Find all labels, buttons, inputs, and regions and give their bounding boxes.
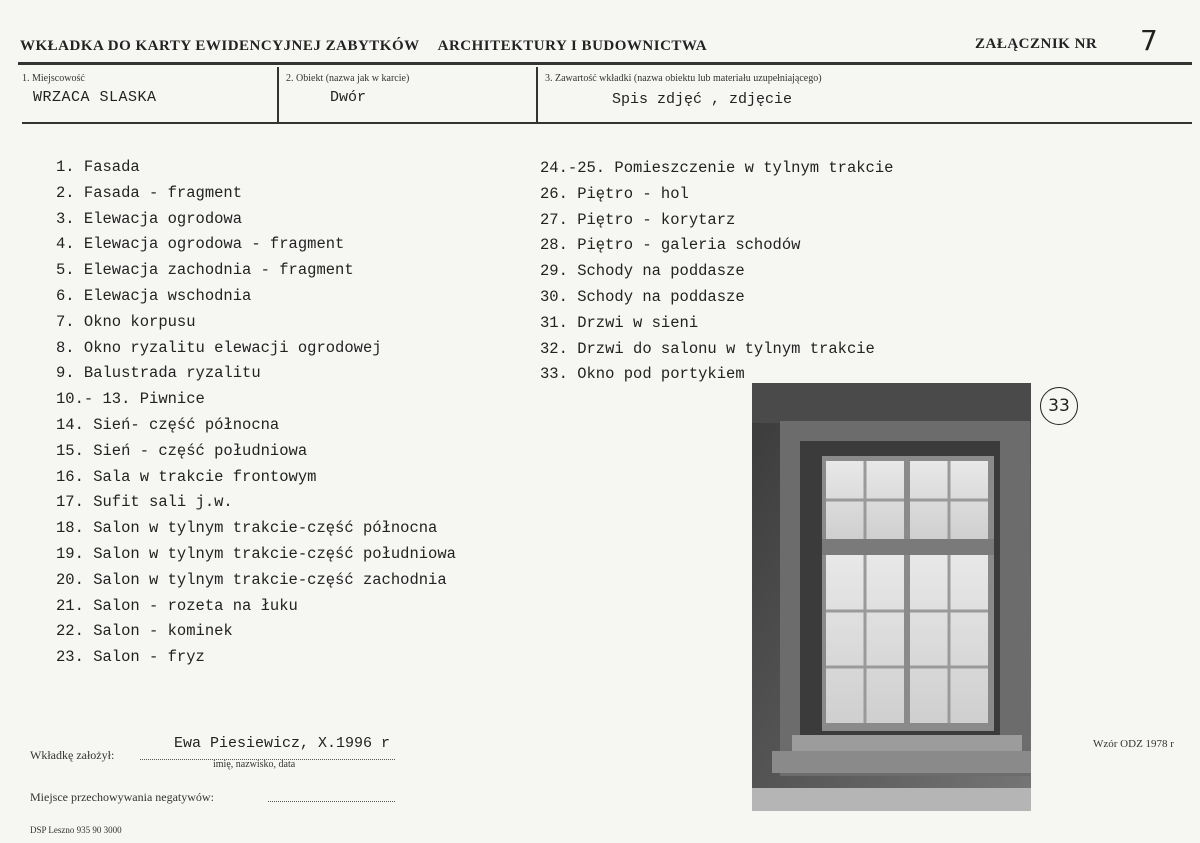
field-divider-1 [277,67,279,122]
photo-list-item: 22. Salon - kominek [56,622,233,641]
object-label: 2. Obiekt (nazwa jak w karcie) [286,73,410,84]
photo-list-item: 8. Okno ryzalitu elewacji ogrodowej [56,338,382,357]
form-title [20,38,707,55]
photo-list-item: 15. Sień - część południowa [56,441,308,460]
photo-list-item: 4. Elewacja ogrodowa - fragment [56,235,345,254]
photo-list-item: 28. Piętro - galeria schodów [540,236,801,255]
photo-list-item: 21. Salon - rozeta na łuku [56,596,298,615]
photo-list-item: 16. Sala w trakcie frontowym [56,467,317,486]
form-title-part2: ARCHITEKTURY I BUDOWNICTWA [437,38,708,54]
photo-list-item: 14. Sień- część północna [56,415,280,434]
print-code: DSP Leszno 935 90 3000 [30,825,122,835]
storage-label: Miejsce przechowywania negatywów: [30,790,214,804]
photo-list-item: 1. Fasada [56,158,140,176]
photo-list-item: 27. Piętro - korytarz [540,210,736,229]
photo-list-item: 3. Elewacja ogrodowa [56,209,243,228]
author-label: Wkładkę założył: [30,748,115,762]
form-code: Wzór ODZ 1978 r [1093,738,1174,750]
photo-list-item: 33. Okno pod portykiem [540,365,745,384]
photo-number-badge: 33 [1040,387,1078,425]
object-value: Dwór [330,89,367,106]
storage-dotted-line [268,801,395,802]
photo-list-item: 24.-25. Pomieszczenie w tylnym trakcie [540,159,894,177]
photo-list-item: 17. Sufit sali j.w. [56,493,233,512]
photo-list-item: 6. Elewacja wschodnia [56,286,252,305]
photo-list-item: 29. Schody na poddasze [540,262,745,281]
contents-label: 3. Zawartość wkładki (nazwa obiektu lub materiału uzupełniającego) [545,73,822,84]
photo-list-item: 32. Drzwi do salonu w tylnym trakcie [540,339,875,358]
window-photo-image [752,383,1031,811]
field-divider-2 [536,67,538,122]
photo-list-left [56,155,456,671]
photo-list-right [540,156,893,388]
photo-list-item: 5. Elewacja zachodnia - fragment [56,261,354,280]
fields-rule [22,122,1192,124]
author-sublabel: imię, nazwisko, data [213,759,296,770]
contents-value: Spis zdjęć , zdjęcie [612,91,793,108]
locality-label: 1. Miejscowość [22,73,85,84]
photo-list-item: 2. Fasada - fragment [56,183,243,202]
annex-label: ZAŁĄCZNIK NR [975,36,1098,52]
photo-list-item: 26. Piętro - hol [540,184,689,203]
window-photo [752,383,1031,811]
header-rule [18,62,1192,65]
photo-list-item: 19. Salon w tylnym trakcie-część południowa [56,544,456,563]
photo-list-item: 20. Salon w tylnym trakcie-część zachodnia [56,570,447,589]
author-value: Ewa Piesiewicz, X.1996 r [174,735,391,752]
photo-list-item: 9. Balustrada ryzalitu [56,364,261,383]
annex-number: 7 [1140,24,1158,57]
locality-value: WRZACA SLASKA [33,89,157,106]
photo-list-item: 7. Okno korpusu [56,312,196,331]
form-title-part1: WKŁADKA DO KARTY EWIDENCYJNEJ ZABYTKÓW [20,38,420,54]
photo-list-item: 23. Salon - fryz [56,648,205,667]
photo-list-item: 30. Schody na poddasze [540,287,745,306]
photo-list-item: 10.- 13. Piwnice [56,390,205,409]
photo-list-item: 31. Drzwi w sieni [540,313,699,332]
photo-list-item: 18. Salon w tylnym trakcie-część północna [56,519,438,538]
